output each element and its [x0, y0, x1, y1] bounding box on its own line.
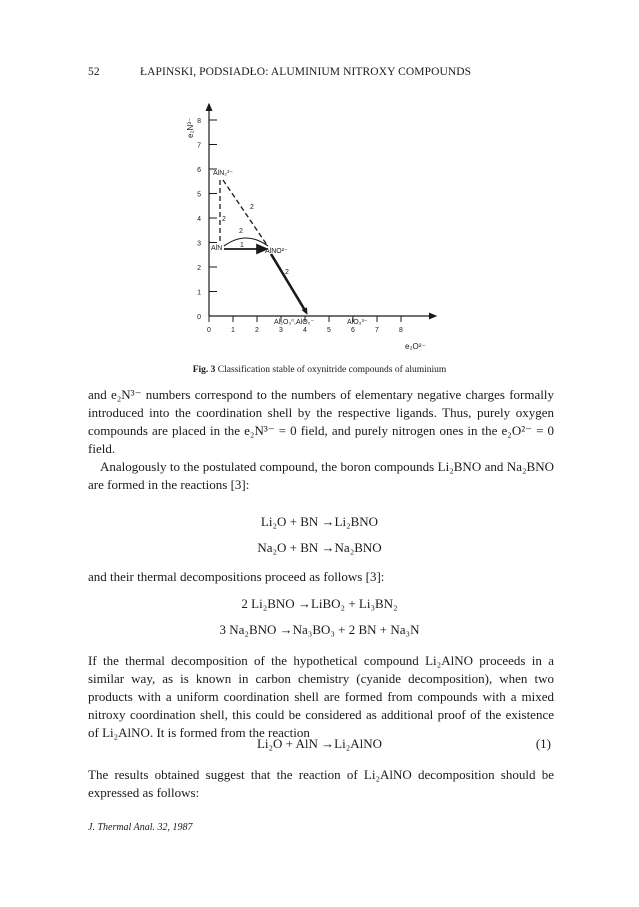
x-tick-label: 2 [255, 327, 259, 334]
classification-diagram [176, 98, 446, 360]
y-tick-label: 1 [197, 289, 201, 297]
journal-citation: J. Thermal Anal. 32, 1987 [88, 822, 193, 833]
x-tick-label: 3 [279, 327, 283, 334]
paragraph-2: Analogously to the postulated compound, the boron compounds Li₂BNO and Na₂BNO are formed in the reactions [3]: [88, 459, 554, 492]
node-al2o3-alo2: Al₂O₃⁰,AlO₂⁻ [274, 319, 315, 326]
edge-label: 2 [250, 204, 254, 211]
edge-label: 2 [222, 216, 226, 223]
y-tick-label: 0 [197, 314, 201, 321]
edge-label: 1 [240, 242, 244, 249]
y-tick-label: 8 [197, 118, 201, 125]
x-tick-label: 6 [351, 327, 355, 334]
edge-alNO-al2o3 [271, 254, 306, 312]
paragraph-1: and e₂N³⁻ numbers correspond to the numbers of elementary negative charges formally introduced into the coordination shell by the respective ligands. Thus, purely oxygen compounds are placed in the e₂N³⁻ = 0 field, and purely nitrogen ones in the e₂O²⁻ = 0 field. [88, 387, 554, 456]
y-ticks [197, 118, 217, 321]
y-axis-label: e₂N³⁻ [186, 117, 195, 138]
equation-number: (1) [535, 736, 551, 751]
x-axis-label: e₂O²⁻ [405, 342, 426, 351]
figure-3 [176, 98, 446, 360]
paragraph-5: The results obtained suggest that the reaction of Li₂AlNO decomposition should be expressed as follows: [88, 767, 554, 800]
paragraph-4: If the thermal decomposition of the hypothetical compound Li₂AlNO proceeds in a similar way, as is known in carbon chemistry (cyanide decomposition), when two products with a uniform coordination shell are formed from compounds with a mixed nitroxy coordination shell, this could be considered as additional proof of the existence of Li₂AlNO. It is formed from the reaction [88, 653, 554, 740]
x-tick-label: 7 [375, 327, 379, 334]
paragraph-3: and their thermal decompositions proceed as follows [3]: [88, 569, 385, 584]
y-tick-label: 3 [197, 240, 201, 248]
equation-1: Li₂O + BN →Li₂BNO [260, 514, 379, 529]
x-tick-label: 8 [399, 327, 403, 334]
node-alN: AlN [211, 245, 223, 252]
y-tick-label: 6 [197, 167, 201, 174]
x-tick-label: 4 [303, 327, 307, 334]
equation-3: 2 Li₂BNO →LiBO₂ + Li₃BN₂ [241, 596, 398, 611]
edge-label: 2 [285, 269, 289, 276]
equation-5-text: Li₂O + AlN →Li₂AlNO [256, 736, 383, 751]
figure-caption [0, 365, 639, 375]
y-tick-label: 4 [197, 216, 201, 223]
caption-text: Classification stable of oxynitride compounds of aluminium [217, 365, 447, 375]
equation-5 [0, 736, 639, 752]
x-tick-label: 1 [231, 327, 235, 334]
equation-4: 3 Na₂BNO →Na₃BO₃ + 2 BN + Na₃N [219, 622, 420, 637]
x-tick-label: 5 [327, 327, 331, 334]
node-alN2: AlN₂³⁻ [213, 170, 234, 177]
y-tick-label: 2 [197, 265, 201, 272]
y-tick-label: 7 [197, 142, 201, 150]
x-tick-label: 0 [207, 327, 211, 334]
edge-dashed-alN2-alNO [223, 180, 267, 245]
page-number: 52 [88, 66, 100, 78]
equation-2: Na₂O + BN →Na₂BNO [257, 540, 382, 555]
y-tick-label: 5 [197, 191, 201, 199]
edge-label: 2 [239, 228, 243, 235]
edge-curve-alN-alNO [224, 238, 268, 246]
caption-label: Fig. 3 [192, 365, 216, 375]
node-alNO: AlNO²⁻ [265, 248, 288, 255]
node-alo3: AlO₃³⁻ [347, 319, 368, 326]
running-title: ŁAPINSKI, PODSIADŁO: ALUMINIUM NITROXY COMPOUNDS [140, 66, 472, 78]
